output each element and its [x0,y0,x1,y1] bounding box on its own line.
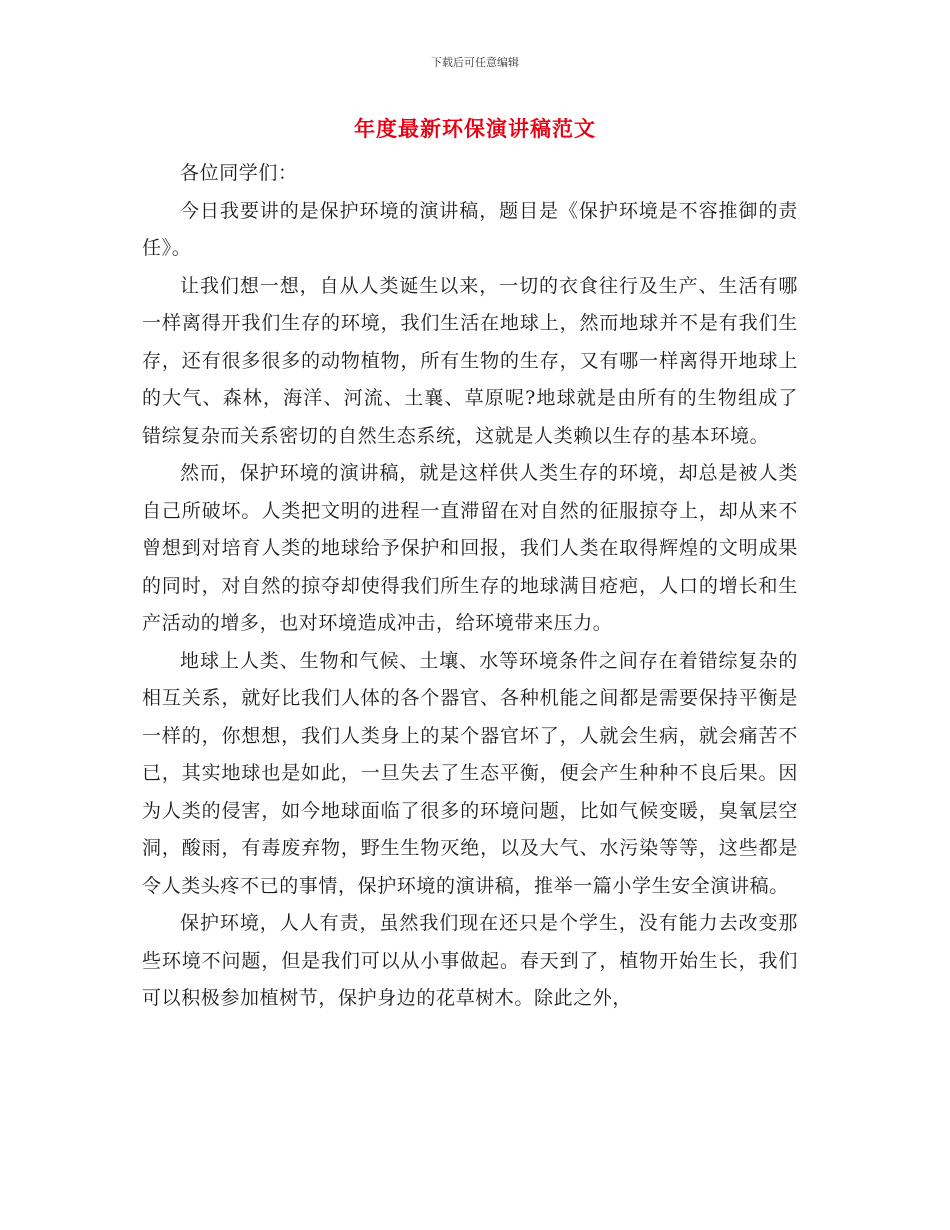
paragraph-environment-destruction: 然而，保护环境的演讲稿，就是这样供人类生存的环境，却总是被人类自己所破坏。人类把文明的进程一直滞留在对自然的征服掠夺上，却从来不曾想到对培育人类的地球给予保护和回报，我们人类在取得辉煌的文明成果的同时，对自然的掠夺却使得我们所生存的地球满目疮疤，人口的增长和生产活动的增多，也对环境造成冲击，给环境带来压力。 [142,462,798,634]
paragraph-call-to-action: 保护环境，人人有责，虽然我们现在还只是个学生，没有能力去改变那些环境不问题，但是我们可以从小事做起。春天到了，植物开始生长，我们可以积极参加植树节，保护身边的花草树木。除此之外， [142,912,798,1009]
document-title: 年度最新环保演讲稿范文 [354,117,596,141]
paragraph-environment-basis: 让我们想一想，自从人类诞生以来，一切的衣食往行及生产、生活有哪一样离得开我们生存的环境，我们生活在地球上，然而地球并不是有我们生存，还有很多很多的动物植物，所有生物的生存，又有哪一样离得开地球上的大气、森林，海洋、河流、土襄、草原呢?地球就是由所有的生物组成了错综复杂而关系密切的自然生态系统，这就是人类赖以生存的基本环境。 [142,274,798,447]
paragraph-ecological-balance: 地球上人类、生物和气候、土壤、水等环境条件之间存在着错综复杂的相互关系，就好比我们人体的各个器官、各种机能之间都是需要保持平衡是一样的，你想想，我们人类身上的某个器官坏了，人就会生病，就会痛苦不已，其实地球也是如此，一旦失去了生态平衡，便会产生种种不良后果。因为人类的侵害，如今地球面临了很多的环境问题，比如气候变暖，臭氧层空洞，酸雨，有毒废弃物，野生生物灭绝，以及大气、水污染等等，这些都是令人类头疼不已的事情，保护环境的演讲稿，推举一篇小学生安全演讲稿。 [142,649,798,897]
paragraph-topic: 今日我要讲的是保护环境的演讲稿，题目是《保护环境是不容推御的责任》。 [142,199,798,259]
page-header-note: 下载后可任意编辑 [431,56,519,69]
paragraph-greeting: 各位同学们： [180,162,298,184]
document-body [142,155,798,1018]
